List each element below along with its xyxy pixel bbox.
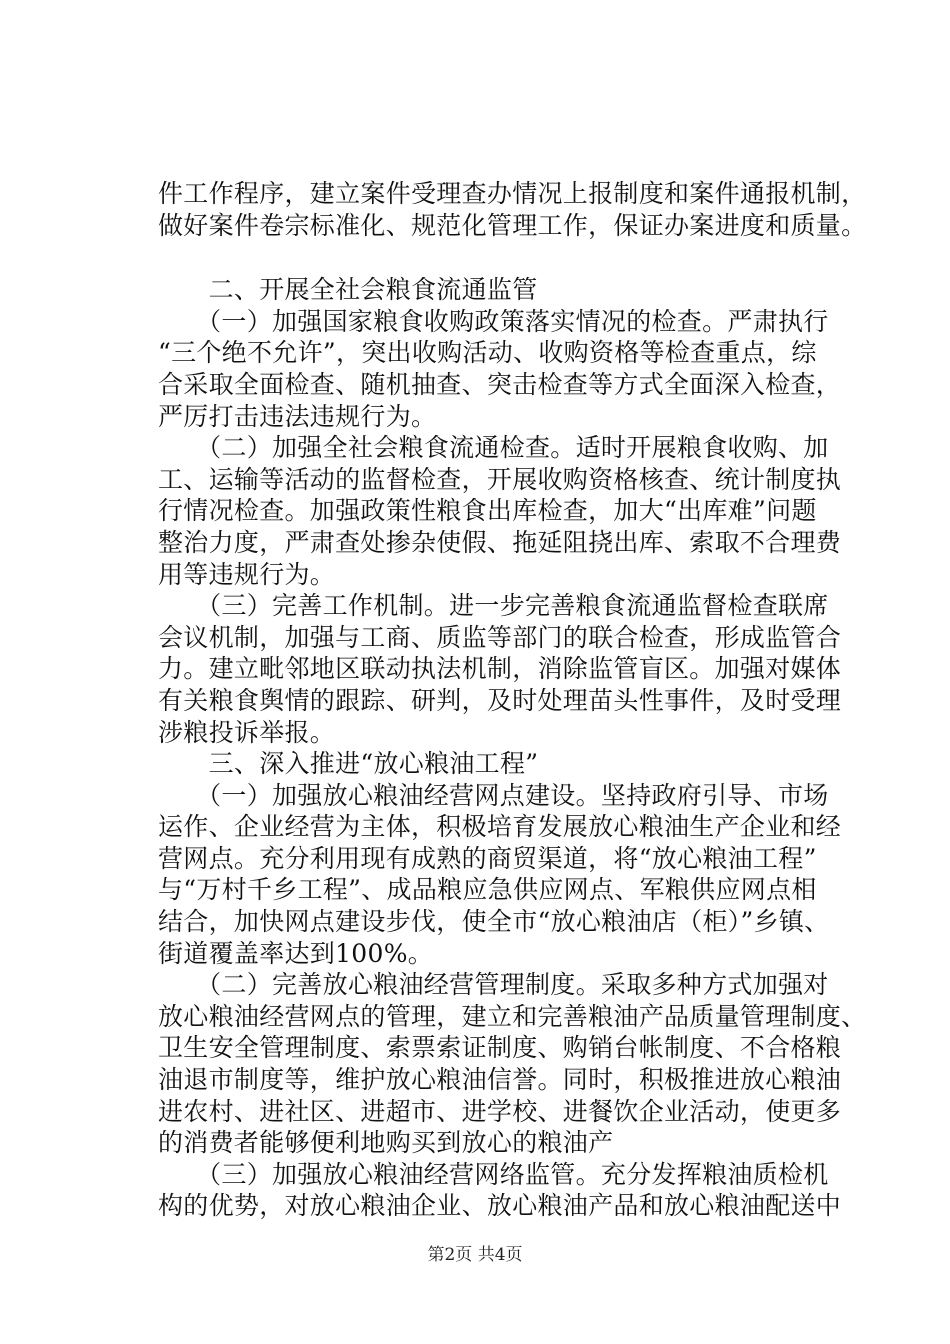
text-line: 力。建立毗邻地区联动执法机制，消除监管盲区。加强对媒体 <box>158 654 842 684</box>
text-line: 会议机制，加强与工商、质监等部门的联合检查，形成监管合 <box>158 622 842 652</box>
text-line: 卫生安全管理制度、索票索证制度、购销台帐制度、不合格粮 <box>158 1033 842 1063</box>
paragraph-block-2 <box>158 274 867 1222</box>
text-line: 结合，加快网点建设步伐，使全市“放心粮油店（柜）”乡镇、 <box>158 907 830 937</box>
text-line: 有关粮食舆情的跟踪、研判，及时处理苗头性事件，及时受理 <box>158 685 842 715</box>
text-line: 用等违规行为。 <box>158 559 336 589</box>
text-line: （三）完善工作机制。进一步完善粮食流通监督检查联席 <box>158 591 829 621</box>
text-line: 整治力度，严肃查处掺杂使假、拖延阻挠出库、索取不合理费 <box>158 527 842 557</box>
text-line: （二）加强全社会粮食流通检查。适时开展粮食收购、加 <box>158 433 829 463</box>
text-line: （一）加强国家粮食收购政策落实情况的检查。严肃执行 <box>158 306 829 336</box>
text-line: 与“万村千乡工程”、成品粮应急供应网点、军粮供应网点相 <box>158 875 817 905</box>
paragraph-gap <box>158 241 838 274</box>
page-footer: 第2页 共4页 <box>427 1245 523 1265</box>
text-line: 三、深入推进“放心粮油工程” <box>158 749 539 779</box>
text-line: 严厉打击违法违规行为。 <box>158 401 437 431</box>
text-line: 合采取全面检查、随机抽查、突击检查等方式全面深入检查， <box>158 369 842 399</box>
text-line: 行情况检查。加强政策性粮食出库检查，加大“出库难”问题 <box>158 496 817 526</box>
text-line: 做好案件卷宗标准化、规范化管理工作，保证办案进度和质量。 <box>158 210 867 240</box>
text-line: 街道覆盖率达到100%。 <box>158 938 434 968</box>
text-line: （三）加强放心粮油经营网络监管。充分发挥粮油质检机 <box>158 1159 829 1189</box>
text-line: 工、运输等活动的监督检查，开展收购资格核查、统计制度执 <box>158 464 842 494</box>
text-line: 营网点。充分利用现有成熟的商贸渠道，将“放心粮油工程” <box>158 843 817 873</box>
text-line: 构的优势，对放心粮油企业、放心粮油产品和放心粮油配送中 <box>158 1191 842 1221</box>
document-body <box>158 178 867 1222</box>
text-line: 油退市制度等，维护放心粮油信誉。同时，积极推进放心粮油 <box>158 1065 842 1095</box>
text-line: 涉粮投诉举报。 <box>158 717 336 747</box>
text-line: 进农村、进社区、进超市、进学校、进餐饮企业活动，使更多 <box>158 1096 842 1126</box>
text-line: 二、开展全社会粮食流通监管 <box>158 275 538 305</box>
text-line: “三个绝不允许”，突出收购活动、收购资格等检查重点，综 <box>158 338 817 368</box>
paragraph-block-1 <box>158 178 867 241</box>
text-line: 放心粮油经营网点的管理，建立和完善粮油产品质量管理制度、 <box>158 1001 867 1031</box>
text-line: 运作、企业经营为主体，积极培育发展放心粮油生产企业和经 <box>158 812 842 842</box>
text-line: （一）加强放心粮油经营网点建设。坚持政府引导、市场 <box>158 780 829 810</box>
text-line: 的消费者能够便利地购买到放心的粮油产 <box>158 1128 614 1158</box>
text-line: 件工作程序，建立案件受理查办情况上报制度和案件通报机制， <box>158 179 867 208</box>
text-line: （二）完善放心粮油经营管理制度。采取多种方式加强对 <box>158 970 829 1000</box>
